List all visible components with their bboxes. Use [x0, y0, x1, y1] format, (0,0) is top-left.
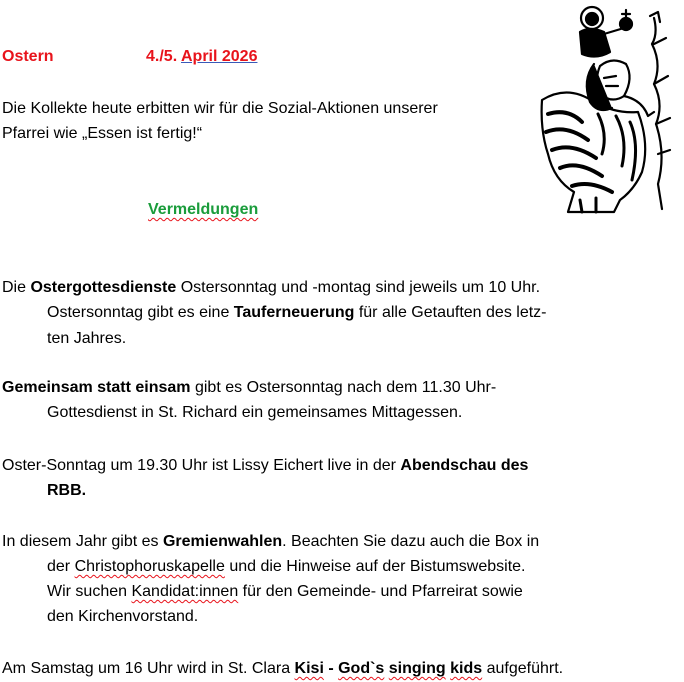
- p1-text-c: Ostersonntag und -montag sind jeweils um 10 Uhr.: [176, 279, 541, 296]
- p3-text-a: Oster-Sonntag um 19.30 Uhr ist Lissy Eichert live in der: [2, 457, 401, 474]
- p2-text-b: gibt es Ostersonntag nach dem 11.30 Uhr-: [190, 379, 497, 396]
- p4-text-a: In diesem Jahr gibt es: [2, 533, 163, 550]
- section-title: [148, 201, 258, 219]
- p5-bold-gods: God`s: [338, 660, 385, 677]
- p1-text-f: für alle Getauften des letz-: [354, 304, 547, 321]
- p4-text-g: Wir suchen: [47, 583, 132, 600]
- p4-text-d: der: [47, 558, 75, 575]
- p5-bold-kids: kids: [450, 660, 483, 677]
- p1-line-3: ten Jahres.: [47, 330, 127, 347]
- p2-bold-gemeinsam: Gemeinsam statt einsam: [2, 379, 191, 396]
- p1-bold-tauferneuerung: Tauferneuerung: [233, 304, 355, 321]
- p2-line-2: Gottesdienst in St. Richard ein gemeinsames Mittagessen.: [47, 404, 463, 421]
- header-title: Ostern: [2, 48, 54, 65]
- date-prefix: 4./5.: [146, 48, 181, 65]
- header-date: [146, 48, 257, 66]
- p3-bold-rbb: RBB.: [47, 482, 87, 499]
- p1-line-2: [47, 303, 547, 323]
- p1-text-d: Ostersonntag gibt es eine: [47, 304, 234, 321]
- p4-bold-gremienwahlen: Gremienwahlen: [162, 533, 283, 550]
- p2-line-1: [2, 378, 496, 398]
- p5-bold-kisi: Kisi: [294, 660, 324, 677]
- saint-christopher-icon: [538, 4, 680, 214]
- p3-bold-abendschau: Abendschau des: [400, 457, 529, 474]
- section-title-text: Vermeldungen: [148, 201, 259, 218]
- p4-christophoruskapelle: Christophoruskapelle: [74, 558, 225, 575]
- p5-line-1: [2, 659, 563, 679]
- kollekte-line-2: Pfarrei wie „Essen ist fertig!“: [2, 125, 203, 142]
- p3-line-1: [2, 456, 528, 476]
- p4-line-4: den Kirchenvorstand.: [47, 608, 199, 625]
- p4-kandidatinnen: Kandidat:innen: [131, 583, 239, 600]
- p5-text-i: aufgeführt.: [482, 660, 564, 677]
- p4-line-3: [47, 582, 523, 602]
- p1-text-a: Die: [2, 279, 31, 296]
- p4-line-1: [2, 532, 539, 552]
- p4-text-f: und die Hinweise auf der Bistumswebsite.: [224, 558, 526, 575]
- p1-line-1: [2, 278, 540, 298]
- date-main: April 2026: [180, 48, 258, 65]
- p4-text-i: für den Gemeinde- und Pfarreirat sowie: [238, 583, 523, 600]
- p5-bold-singing: singing: [388, 660, 446, 677]
- p3-line-2: [47, 481, 86, 501]
- p1-bold-ostergottesdienste: Ostergottesdienste: [30, 279, 177, 296]
- p5-bold-dash: -: [323, 660, 339, 677]
- kollekte-line-1: Die Kollekte heute erbitten wir für die Sozial-Aktionen unserer: [2, 100, 438, 117]
- p4-line-2: [47, 557, 525, 577]
- p4-text-c: . Beachten Sie dazu auch die Box in: [282, 533, 540, 550]
- p5-text-a: Am Samstag um 16 Uhr wird in St. Clara: [2, 660, 295, 677]
